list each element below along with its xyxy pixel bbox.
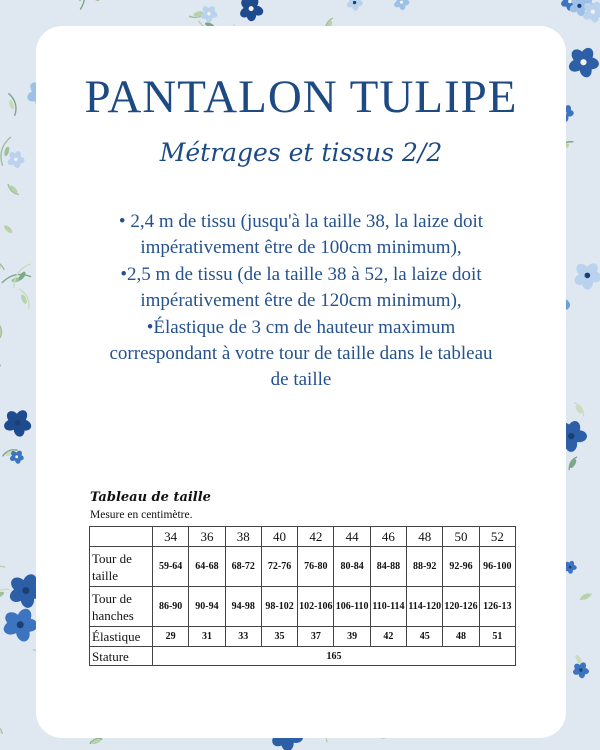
- table-cell: 92-96: [443, 547, 479, 587]
- size-header: 48: [407, 527, 443, 547]
- table-row: [90, 647, 516, 666]
- flower-motif: [7, 150, 26, 169]
- table-cell: 110-114: [370, 587, 406, 627]
- table-corner-cell: [90, 527, 153, 547]
- table-cell: 59-64: [153, 547, 189, 587]
- table-cell: 37: [298, 627, 334, 647]
- table-cell: 68-72: [225, 547, 261, 587]
- flower-motif: [2, 606, 38, 643]
- table-caption: Tableau de taille: [90, 490, 211, 505]
- flower-motif: [238, 0, 264, 21]
- content-card: [36, 26, 566, 738]
- size-header: 42: [298, 527, 334, 547]
- flower-motif: [567, 46, 600, 79]
- table-cell: 126-13: [479, 587, 515, 627]
- flower-motif: [346, 0, 363, 11]
- size-header: 50: [443, 527, 479, 547]
- table-row: [90, 547, 516, 587]
- size-header: 46: [370, 527, 406, 547]
- requirement-item: •2,5 m de tissu (de la taille 38 à 52, la laize doit impérativement être de 120cm minimum),: [120, 263, 482, 312]
- table-cell: 33: [225, 627, 261, 647]
- row-label: Tour de taille: [90, 547, 153, 587]
- table-cell: 165: [153, 647, 516, 666]
- flower-motif: [572, 261, 600, 290]
- requirement-item: • 2,4 m de tissu (jusqu'à la taille 38, la laize doit impérativement être de 100cm minimum),: [118, 211, 484, 259]
- size-header: 40: [261, 527, 297, 547]
- table-cell: 120-126: [443, 587, 479, 627]
- table-cell: 35: [261, 627, 297, 647]
- size-header: 52: [479, 527, 515, 547]
- flower-motif: [200, 5, 218, 23]
- flower-motif: [3, 408, 33, 438]
- table-cell: 31: [189, 627, 225, 647]
- page-subtitle: Métrages et tissus 2/2: [159, 138, 443, 167]
- table-cell: 86-90: [153, 587, 189, 627]
- row-label: Tour de hanches: [90, 587, 153, 627]
- table-row: [90, 587, 516, 627]
- table-cell: 88-92: [407, 547, 443, 587]
- table-cell: 94-98: [225, 587, 261, 627]
- table-row: [90, 627, 516, 647]
- table-cell: 29: [153, 627, 189, 647]
- flower-motif: [572, 661, 590, 679]
- size-header: 44: [334, 527, 370, 547]
- table-cell: 39: [334, 627, 370, 647]
- size-header: 34: [153, 527, 189, 547]
- table-cell: 106-110: [334, 587, 370, 627]
- row-label: Stature: [90, 647, 153, 666]
- table-cell: 84-88: [370, 547, 406, 587]
- table-cell: 80-84: [334, 547, 370, 587]
- table-header-row: [90, 527, 516, 547]
- table-cell: 98-102: [261, 587, 297, 627]
- flower-motif: [393, 0, 410, 11]
- table-cell: 96-100: [479, 547, 515, 587]
- table-cell: 42: [370, 627, 406, 647]
- size-table: [89, 526, 516, 666]
- row-label: Élastique: [90, 627, 153, 647]
- fabric-requirements: [106, 209, 496, 394]
- size-header: 38: [225, 527, 261, 547]
- table-cell: 45: [407, 627, 443, 647]
- requirement-item: •Élastique de 3 cm de hauteur maximum correspondant à votre tour de taille dans le tableau de taille: [109, 316, 493, 391]
- table-cell: 72-76: [261, 547, 297, 587]
- table-unit-note: Mesure en centimètre.: [90, 509, 193, 521]
- page-title: PANTALON TULIPE: [84, 71, 518, 123]
- table-cell: 48: [443, 627, 479, 647]
- table-cell: 102-106: [298, 587, 334, 627]
- table-cell: 114-120: [407, 587, 443, 627]
- table-cell: 51: [479, 627, 515, 647]
- table-cell: 64-68: [189, 547, 225, 587]
- table-cell: 76-80: [298, 547, 334, 587]
- size-header: 36: [189, 527, 225, 547]
- table-cell: 90-94: [189, 587, 225, 627]
